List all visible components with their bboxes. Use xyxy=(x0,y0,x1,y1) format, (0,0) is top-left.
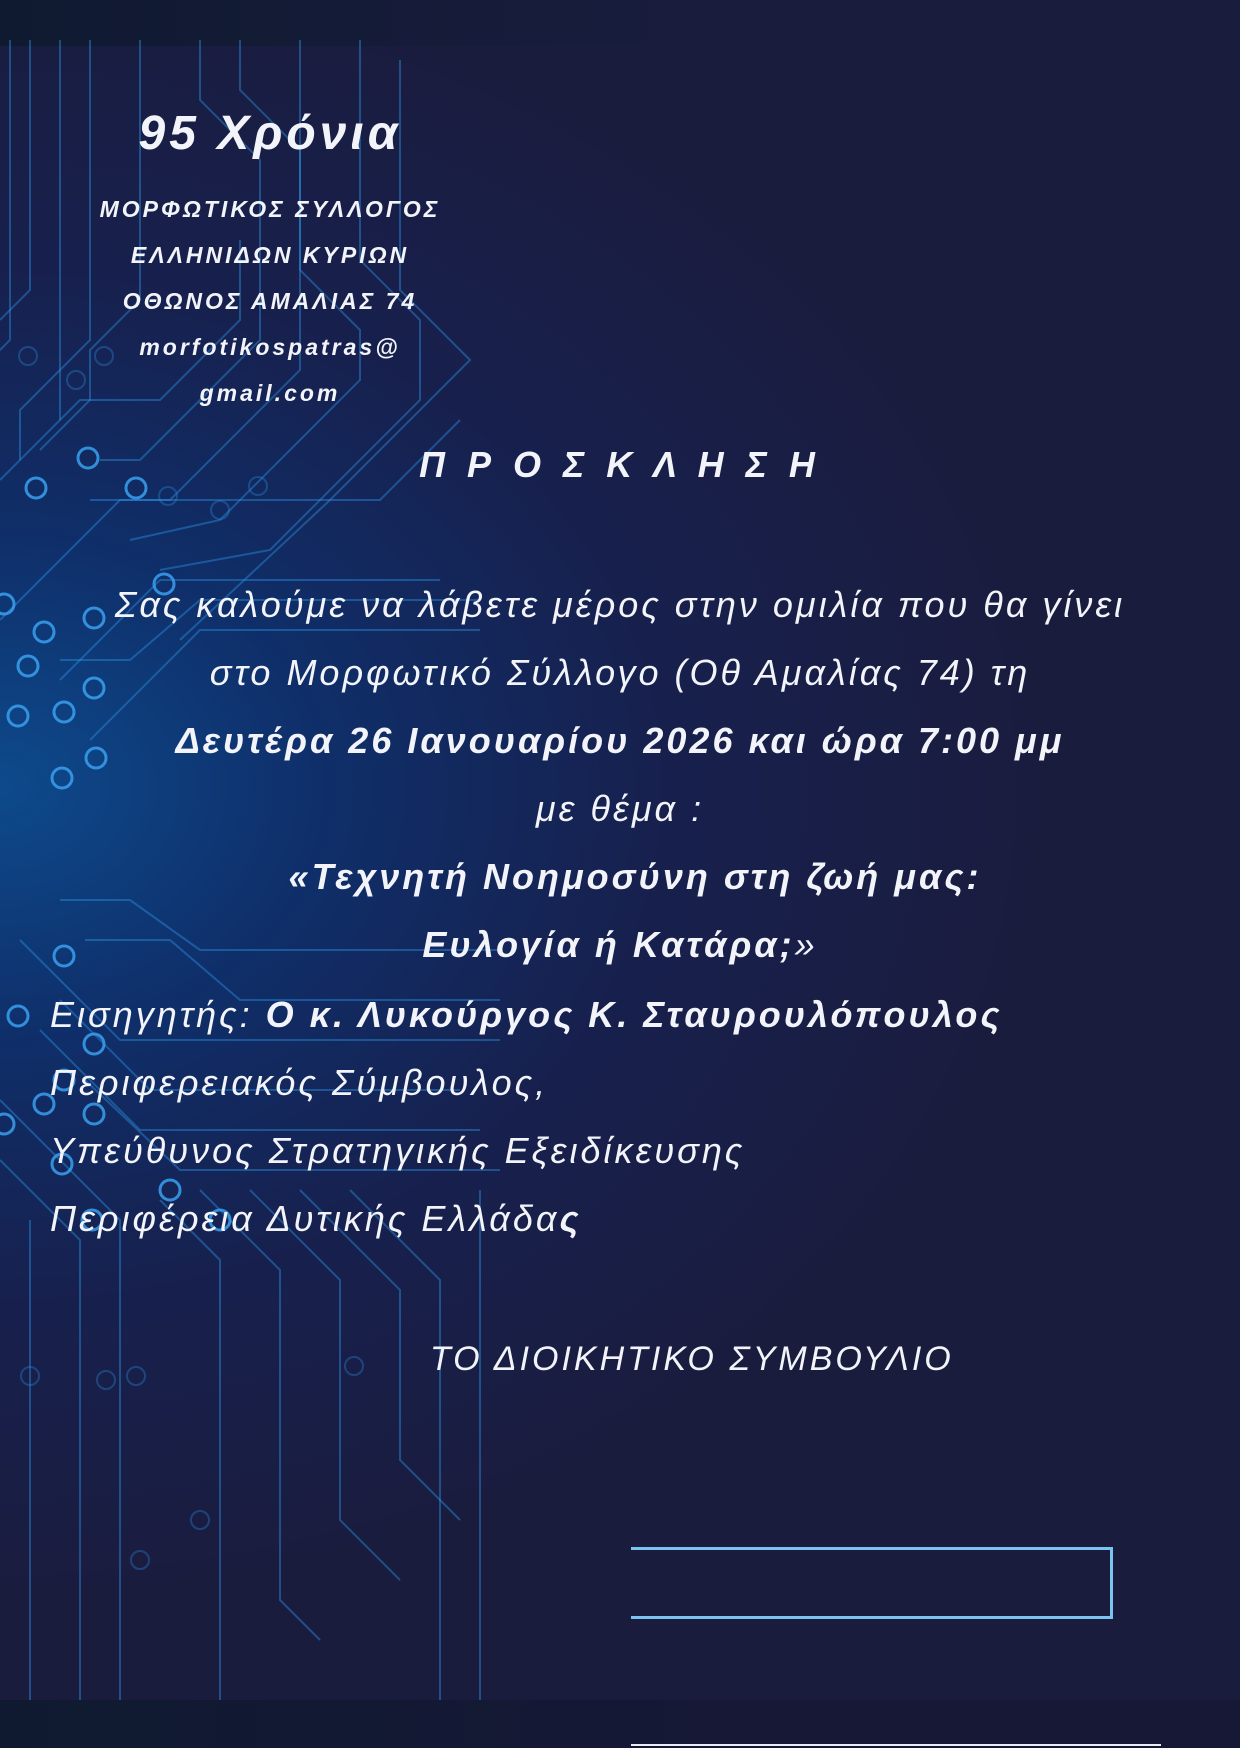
speaker-role1: Περιφερειακός Σύμβουλος, xyxy=(50,1062,549,1103)
anniversary-title: 95 Χρόνια xyxy=(138,107,402,160)
topic-line1: «Τεχνητή Νοημοσύνη στη ζωή μας: xyxy=(288,856,982,897)
decorative-frame xyxy=(631,1547,1113,1619)
org-address: ΟΘΩΝΟΣ ΑΜΑΛΙΑΣ 74 xyxy=(122,288,418,314)
speaker-region-last-letter: ς xyxy=(559,1198,582,1239)
topic-line2 xyxy=(30,924,1210,966)
event-date: Δευτέρα 26 Ιανουαρίου 2026 και ώρα 7:00 μμ xyxy=(175,720,1065,761)
speaker-region-text: Περιφέρεια Δυτικής Ελλάδα xyxy=(50,1198,560,1239)
topic-intro: με θέμα : xyxy=(535,788,705,829)
invitation-line1: Σας καλούμε να λάβετε μέρος στην ομιλία που θα γίνει xyxy=(114,584,1126,625)
org-email-line2: gmail.com xyxy=(199,380,341,406)
org-name-line1: ΜΟΡΦΩΤΙΚΟΣ ΣΥΛΛΟΓΟΣ xyxy=(99,196,441,222)
speaker-label: Εισηγητής: xyxy=(50,994,266,1035)
invitation-line2: στο Μορφωτικό Σύλλογο (Οθ Αμαλίας 74) τη xyxy=(209,652,1031,693)
speaker-region xyxy=(50,1198,582,1240)
topic-closing-quote: » xyxy=(794,924,818,965)
speaker-line xyxy=(50,994,1003,1036)
speaker-name: Ο κ. Λυκούργος Κ. Σταυρουλόπουλος xyxy=(265,994,1003,1035)
board-signature: ΤΟ ΔΙΟΙΚΗΤΙΚΟ ΣΥΜΒΟΥΛΙΟ xyxy=(430,1340,954,1378)
bottom-line xyxy=(631,1744,1161,1746)
speaker-role2: Υπεύθυνος Στρατηγικής Εξειδίκευσης xyxy=(50,1130,746,1171)
org-name-line2: ΕΛΛΗΝΙΔΩΝ ΚΥΡΙΩΝ xyxy=(130,242,410,268)
org-email-line1: morfotikospatras@ xyxy=(139,334,401,360)
invitation-title: Π Ρ Ο Σ Κ Λ Η Σ Η xyxy=(419,444,821,485)
topic-line2-text: Ευλογία ή Κατάρα; xyxy=(422,924,795,965)
bottom-band xyxy=(0,1700,1240,1748)
